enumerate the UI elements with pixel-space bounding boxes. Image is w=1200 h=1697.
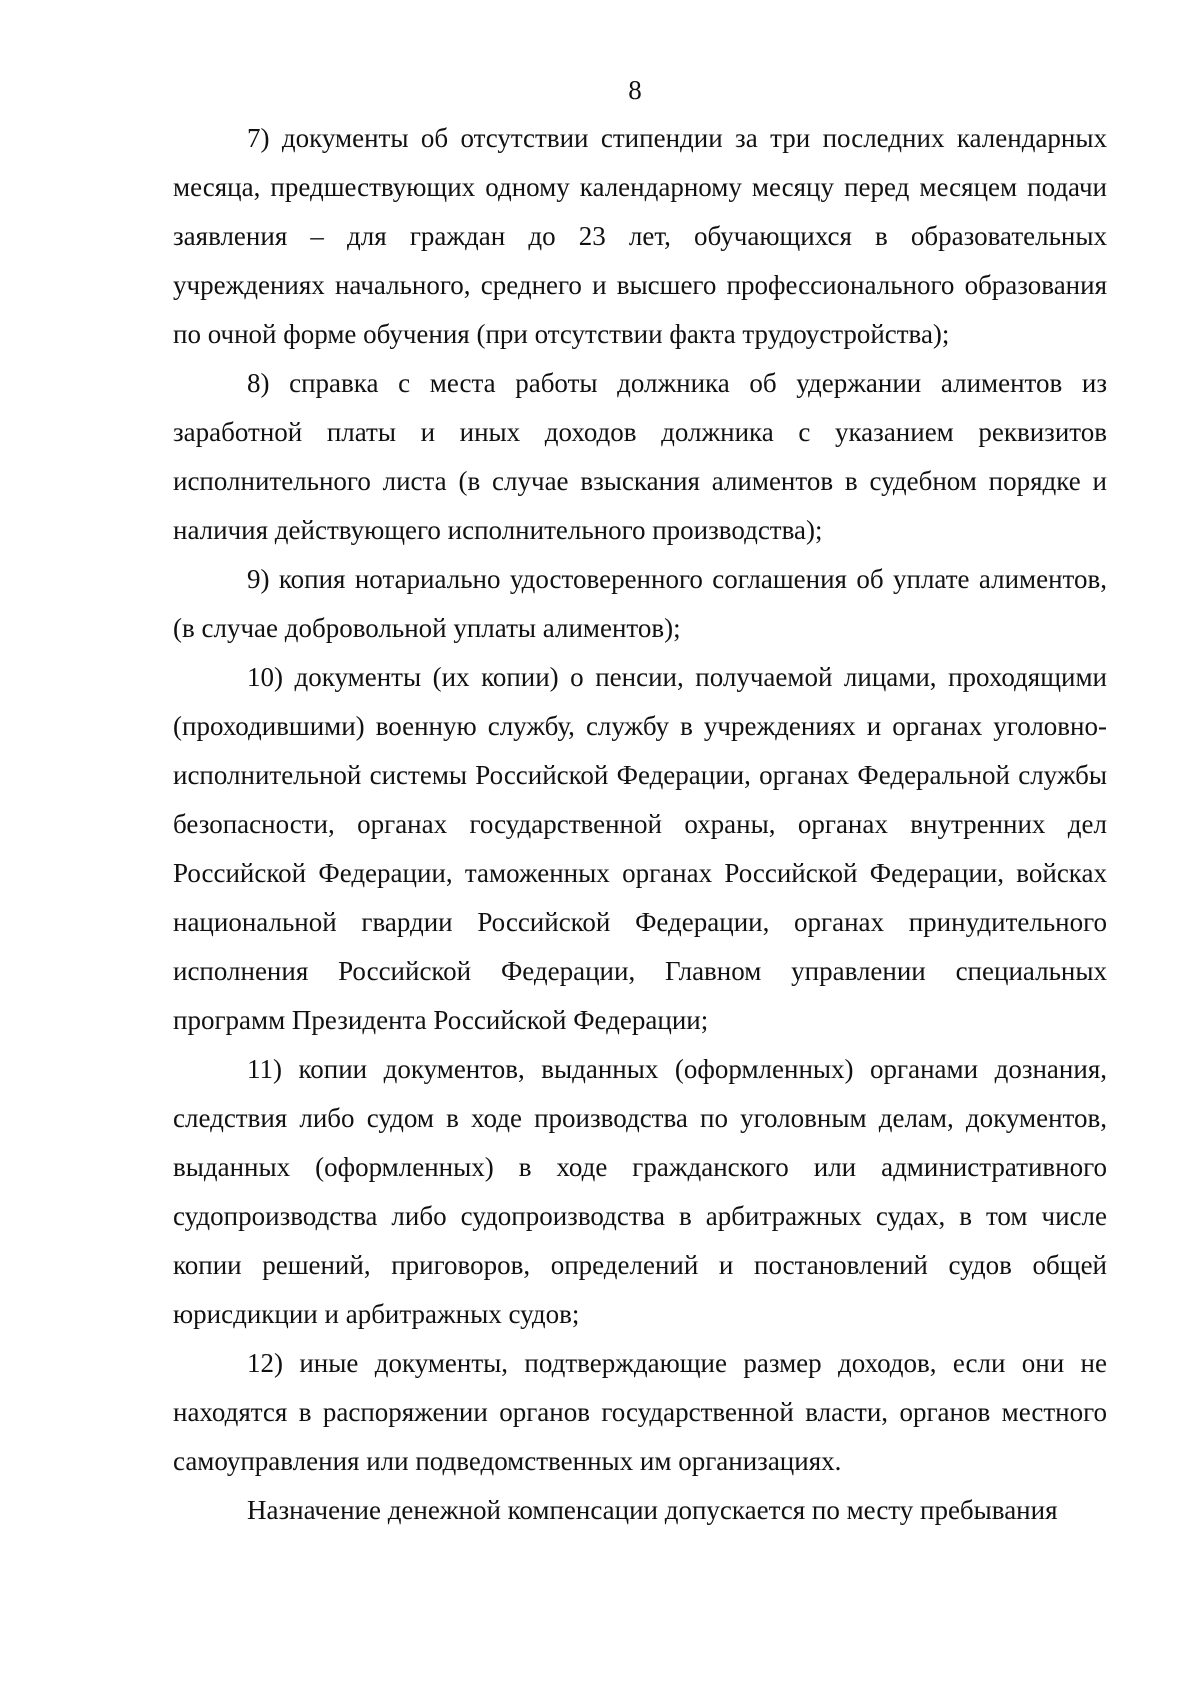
page-number: 8 — [628, 75, 642, 105]
list-item-7: 7) документы об отсутствии стипендии за три последних календарных месяца, предшествующих одному календарному месяцу перед месяцем подачи заявления – для граждан до 23 лет, обучающихся в образовательных учреждениях начального, среднего и высшего профессионального образования по очной форме обучения (при отсутствии факта трудоустройства); — [173, 123, 1107, 349]
document-body — [173, 114, 1107, 1535]
list-item-11: 11) копии документов, выданных (оформленных) органами дознания, следствия либо судом в ходе производства по уголовным делам, документов, выданных (оформленных) в ходе гражданского или административного судопроизводства либо судопроизводства в арбитражных судах, в том числе копии решений, приговоров, определений и постановлений судов общей юрисдикции и арбитражных судов; — [173, 1054, 1107, 1329]
list-item-10: 10) документы (их копии) о пенсии, получаемой лицами, проходящими (проходившими) военную службу, службу в учреждениях и органах уголовно-исполнительной системы Российской Федерации, органах Федеральной службы безопасности, органах государственной охраны, органах внутренних дел Российской Федерации, таможенных органах Российской Федерации, войсках национальной гвардии Российской Федерации, органах принудительного исполнения Российской Федерации, Главном управлении специальных программ Президента Российской Федерации; — [173, 662, 1107, 1035]
closing-paragraph: Назначение денежной компенсации допускается по месту пребывания — [247, 1495, 1058, 1525]
list-item-9: 9) копия нотариально удостоверенного соглашения об уплате алиментов, (в случае добровольной уплаты алиментов); — [173, 564, 1107, 643]
list-item-12: 12) иные документы, подтверждающие размер доходов, если они не находятся в распоряжении органов государственной власти, органов местного самоуправления или подведомственных им организациях. — [173, 1348, 1107, 1476]
list-item-8: 8) справка с места работы должника об удержании алиментов из заработной платы и иных доходов должника с указанием реквизитов исполнительного листа (в случае взыскания алиментов в судебном порядке и наличия действующего исполнительного производства); — [173, 368, 1107, 545]
